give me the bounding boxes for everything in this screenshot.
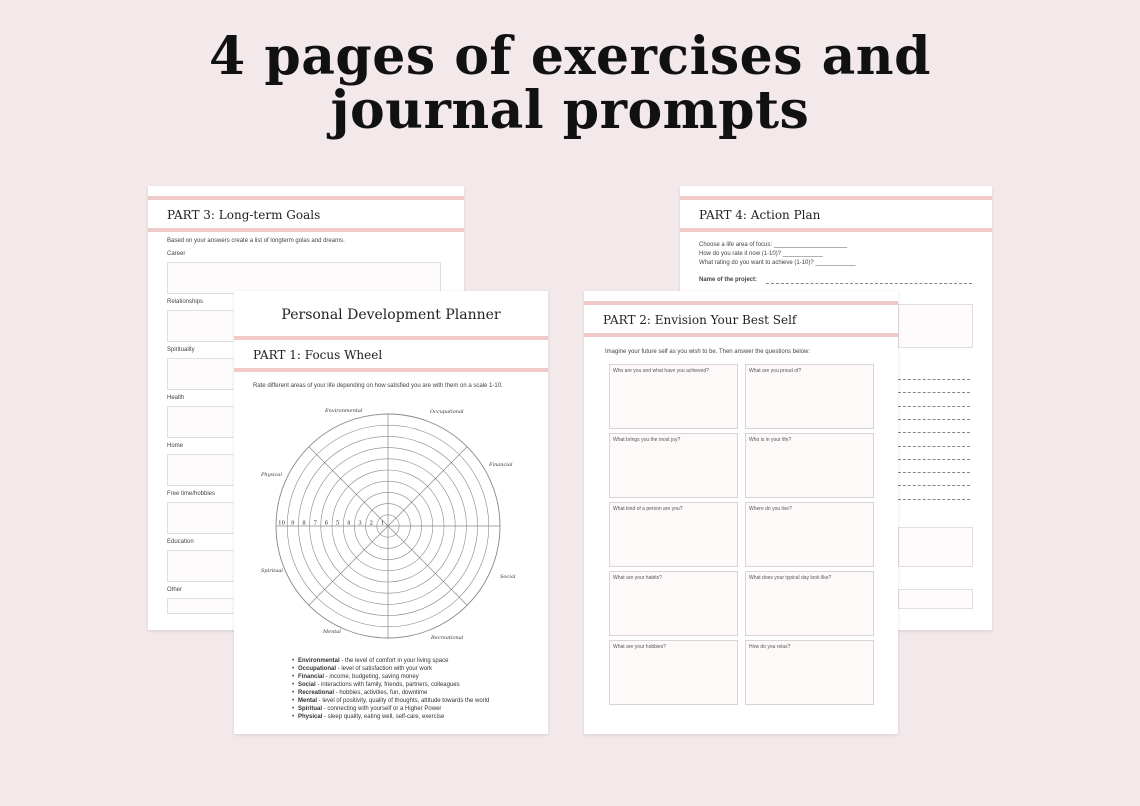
question-box[interactable] xyxy=(609,640,738,705)
legend-term: Spiritual xyxy=(298,706,323,712)
legend-term: Mental xyxy=(298,698,318,704)
field-label: Relationships xyxy=(167,299,204,305)
field-label: Career xyxy=(167,251,186,257)
notes-box-small[interactable] xyxy=(898,589,973,609)
legend-term: Physical xyxy=(298,714,323,720)
question-box[interactable] xyxy=(745,571,874,636)
legend-description: - hobbies, activities, fun, downtime xyxy=(334,690,428,696)
part-3-title: PART 3: Long-term Goals xyxy=(167,208,321,222)
wheel-category-label: Spiritual xyxy=(261,568,284,574)
legend-item xyxy=(292,681,489,689)
question-label: What brings you the most joy? xyxy=(613,437,681,443)
part-1-title: PART 1: Focus Wheel xyxy=(253,348,383,362)
field-label: Spirituality xyxy=(167,347,195,353)
wheel-spoke xyxy=(388,526,467,605)
scale-number: 5 xyxy=(335,520,340,527)
legend-term: Recreational xyxy=(298,690,335,696)
scale-number: 4 xyxy=(347,520,351,527)
wheel-category-label: Social xyxy=(500,574,516,580)
question-label: Where do you live? xyxy=(749,506,792,512)
scale-number: 3 xyxy=(358,520,362,527)
answer-line[interactable] xyxy=(898,446,970,447)
wheel-category-label: Environmental xyxy=(325,408,363,414)
scale-number: 2 xyxy=(369,520,373,527)
field-label: Education xyxy=(167,539,194,545)
question-label: How do you relax? xyxy=(749,644,791,650)
wheel-category-label: Occupational xyxy=(430,409,464,415)
legend-term: Environmental xyxy=(298,658,340,664)
legend-description: - interactions with family, friends, partners, colleagues xyxy=(315,682,460,688)
answer-line[interactable] xyxy=(898,432,970,433)
legend-term: Financial xyxy=(298,674,325,680)
question-label: What kind of a person are you? xyxy=(613,506,683,512)
accent-bar xyxy=(584,301,898,305)
question-box[interactable] xyxy=(745,502,874,567)
notes-box[interactable] xyxy=(898,527,973,567)
accent-bar xyxy=(680,228,992,232)
legend-item xyxy=(292,665,489,673)
page-part-1 xyxy=(234,291,548,734)
headline-line-2: journal prompts xyxy=(330,80,810,141)
page-part-2 xyxy=(584,291,898,734)
legend-item xyxy=(292,697,489,705)
legend-item xyxy=(292,705,489,713)
question-box[interactable] xyxy=(745,640,874,705)
focus-wheel[interactable] xyxy=(234,401,548,661)
answer-line[interactable] xyxy=(898,472,970,473)
question-label: What are your hobbies? xyxy=(613,644,667,650)
answer-line[interactable] xyxy=(898,499,970,500)
wheel-spoke xyxy=(309,526,388,605)
legend-term: Occupational xyxy=(298,666,337,672)
legend-description: - the level of comfort in your living space xyxy=(339,658,449,664)
planner-title: Personal Development Planner xyxy=(281,307,501,323)
question-label: What are your habits? xyxy=(613,575,662,581)
scale-number: 6 xyxy=(324,520,329,527)
question-box[interactable] xyxy=(609,433,738,498)
scale-number: 1 xyxy=(380,520,385,527)
scale-number: 10 xyxy=(278,520,286,527)
legend-description: - level of positivity, quality of thoughts, attitude towards the world xyxy=(317,698,490,704)
project-box[interactable] xyxy=(898,304,973,348)
wheel-category-label: Financial xyxy=(489,462,513,468)
focus-area-question: Choose a life area of focus: ______________________ xyxy=(699,242,848,248)
field-input-box[interactable] xyxy=(167,262,441,294)
legend-description: - sleep quality, eating well, self-care, exercise xyxy=(322,714,445,720)
answer-line[interactable] xyxy=(898,406,970,407)
field-label: Home xyxy=(167,443,184,449)
legend-description: - income, budgeting, saving money xyxy=(324,674,419,680)
legend-list xyxy=(292,657,489,721)
question-label: Who are you and what have you achieved? xyxy=(613,368,709,374)
accent-bar xyxy=(234,336,548,340)
accent-bar xyxy=(584,333,898,337)
accent-bar xyxy=(148,196,464,200)
legend-item xyxy=(292,713,489,721)
part-1-intro: Rate different areas of your life depending on how satisfied you are with them on a scale 1-10. xyxy=(253,383,503,389)
legend-item xyxy=(292,689,489,697)
question-box[interactable] xyxy=(745,433,874,498)
scale-number: 7 xyxy=(313,520,317,527)
wheel-category-label: Recreational xyxy=(431,635,464,641)
question-box[interactable] xyxy=(609,502,738,567)
legend-item xyxy=(292,673,489,681)
scale-number: 8 xyxy=(302,520,306,527)
current-rating-question: How do you rate it now (1-10)? ____________ xyxy=(699,251,823,257)
question-label: What does your typical day look like? xyxy=(749,575,832,581)
answer-line[interactable] xyxy=(898,459,970,460)
legend-item xyxy=(292,657,489,665)
answer-line[interactable] xyxy=(898,419,970,420)
scale-number: 9 xyxy=(291,520,295,527)
field-label: Free time/hobbies xyxy=(167,491,216,497)
project-name-label: Name of the project: xyxy=(699,277,758,283)
legend-description: - connecting with yourself or a Higher Power xyxy=(322,706,442,712)
part-2-intro: Imagine your future self as you wish to be. Then answer the questions below: xyxy=(605,349,811,355)
question-label: What are you proud of? xyxy=(749,368,802,374)
part-3-intro: Based on your answers create a list of longterm golas and dreams. xyxy=(167,238,345,244)
project-name-line[interactable] xyxy=(766,283,972,284)
part-2-title: PART 2: Envision Your Best Self xyxy=(603,313,797,327)
accent-bar xyxy=(148,228,464,232)
question-box[interactable] xyxy=(609,364,738,429)
answer-line[interactable] xyxy=(898,392,970,393)
wheel-category-label: Mental xyxy=(323,629,341,635)
headline xyxy=(0,26,1140,141)
accent-bar xyxy=(234,368,548,372)
legend-description: - level of satisfaction with your work xyxy=(336,666,433,672)
part-4-title: PART 4: Action Plan xyxy=(699,208,821,222)
question-box[interactable] xyxy=(745,364,874,429)
accent-bar xyxy=(680,196,992,200)
wheel-spoke xyxy=(309,447,388,526)
wheel-spoke xyxy=(388,447,467,526)
field-label: Health xyxy=(167,395,185,401)
headline-line-1: 4 pages of exercises and xyxy=(209,26,931,87)
question-box[interactable] xyxy=(609,571,738,636)
target-rating-question: What rating do you want to achieve (1-10)? ____________ xyxy=(699,260,856,266)
legend-term: Social xyxy=(298,682,316,688)
wheel-category-label: Physical xyxy=(261,472,282,478)
answer-line[interactable] xyxy=(898,485,970,486)
field-label: Other xyxy=(167,587,183,593)
answer-line[interactable] xyxy=(898,379,970,380)
question-label: Who is in your life? xyxy=(749,437,792,443)
